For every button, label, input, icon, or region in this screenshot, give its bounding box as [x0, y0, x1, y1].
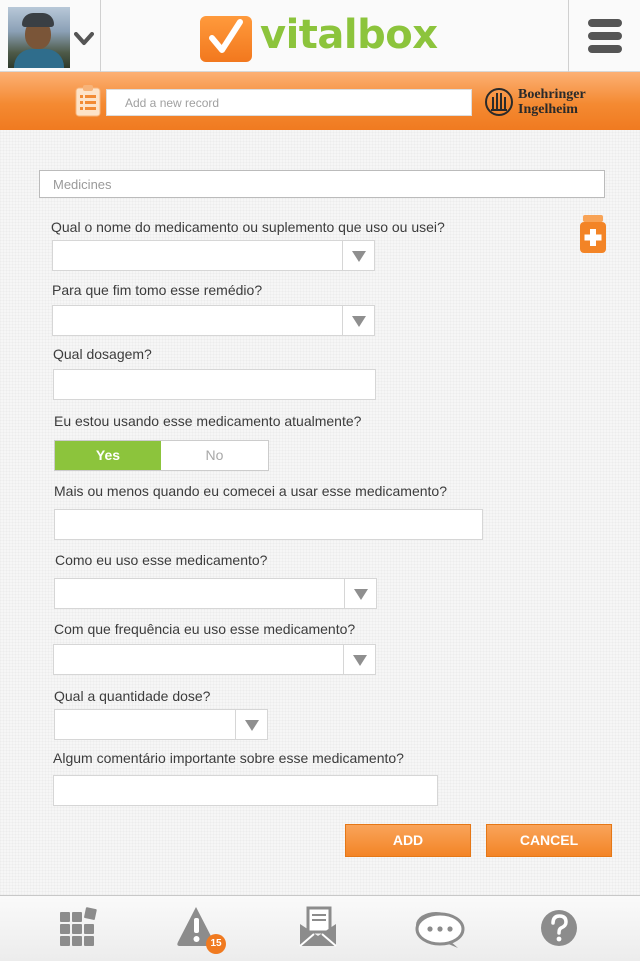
current-use-toggle[interactable]	[54, 440, 269, 471]
brand-name: vitalbox	[260, 12, 438, 58]
question-quantity: Qual a quantidade dose?	[54, 688, 211, 704]
app-header	[0, 0, 640, 72]
help-icon[interactable]	[494, 896, 622, 961]
question-purpose: Para que fim tomo esse remédio?	[52, 282, 263, 298]
chevron-down-icon[interactable]	[344, 579, 376, 608]
usage-method-select[interactable]	[54, 578, 377, 609]
chevron-down-icon[interactable]	[235, 710, 267, 739]
question-medicine-name: Qual o nome do medicamento ou suplemento que uso ou usei?	[51, 219, 445, 235]
chevron-down-icon[interactable]	[342, 306, 374, 335]
add-medicine-icon[interactable]	[580, 215, 606, 253]
chat-bubble-icon[interactable]	[374, 896, 502, 961]
cancel-button[interactable]: CANCEL	[486, 824, 612, 857]
brand-logo	[200, 12, 460, 60]
purpose-select[interactable]	[52, 305, 375, 336]
frequency-select[interactable]	[53, 644, 376, 675]
sponsor-logo	[484, 85, 594, 119]
comment-input[interactable]	[53, 775, 438, 806]
checkmark-logo	[200, 16, 252, 62]
question-start-date: Mais ou menos quando eu comecei a usar esse medicamento?	[54, 483, 447, 499]
hamburger-menu[interactable]	[568, 0, 640, 72]
record-toolbar	[0, 72, 640, 130]
nav-help[interactable]	[494, 896, 622, 961]
toggle-no[interactable]: No	[205, 447, 224, 463]
nav-dashboard[interactable]	[14, 896, 142, 961]
question-dosage: Qual dosagem?	[53, 346, 152, 362]
toggle-yes[interactable]: Yes	[55, 441, 161, 470]
nav-messages[interactable]	[254, 896, 382, 961]
sponsor-name-line2: Ingelheim	[518, 102, 578, 117]
dosage-input[interactable]	[53, 369, 376, 400]
alert-count-badge: 15	[206, 934, 226, 954]
clipboard-icon[interactable]	[75, 85, 101, 117]
hamburger-icon[interactable]	[588, 19, 622, 27]
add-button[interactable]: ADD	[345, 824, 471, 857]
start-date-input[interactable]	[54, 509, 483, 540]
alert-icon[interactable]	[134, 896, 262, 961]
quantity-select[interactable]	[54, 709, 268, 740]
chevron-down-icon[interactable]	[74, 32, 94, 46]
boehringer-mark-icon	[484, 87, 514, 117]
dashboard-grid-icon[interactable]	[14, 896, 142, 961]
chevron-down-icon[interactable]	[342, 241, 374, 270]
question-frequency: Com que frequência eu uso esse medicamento?	[54, 621, 356, 637]
sponsor-name-line1: Boehringer	[518, 87, 586, 102]
user-menu[interactable]	[0, 0, 101, 72]
add-record-input[interactable]	[106, 89, 472, 116]
chevron-down-icon[interactable]	[343, 645, 375, 674]
question-how-used: Como eu uso esse medicamento?	[55, 552, 268, 568]
user-avatar[interactable]	[8, 7, 70, 68]
nav-alerts[interactable]	[134, 896, 262, 961]
nav-chat[interactable]	[374, 896, 502, 961]
section-title: Medicines	[39, 170, 605, 198]
medicine-name-select[interactable]	[52, 240, 375, 271]
bottom-nav	[0, 895, 640, 961]
mail-document-icon[interactable]	[254, 896, 382, 961]
question-comment: Algum comentário importante sobre esse medicamento?	[53, 750, 404, 766]
question-current-use: Eu estou usando esse medicamento atualmente?	[54, 413, 362, 429]
